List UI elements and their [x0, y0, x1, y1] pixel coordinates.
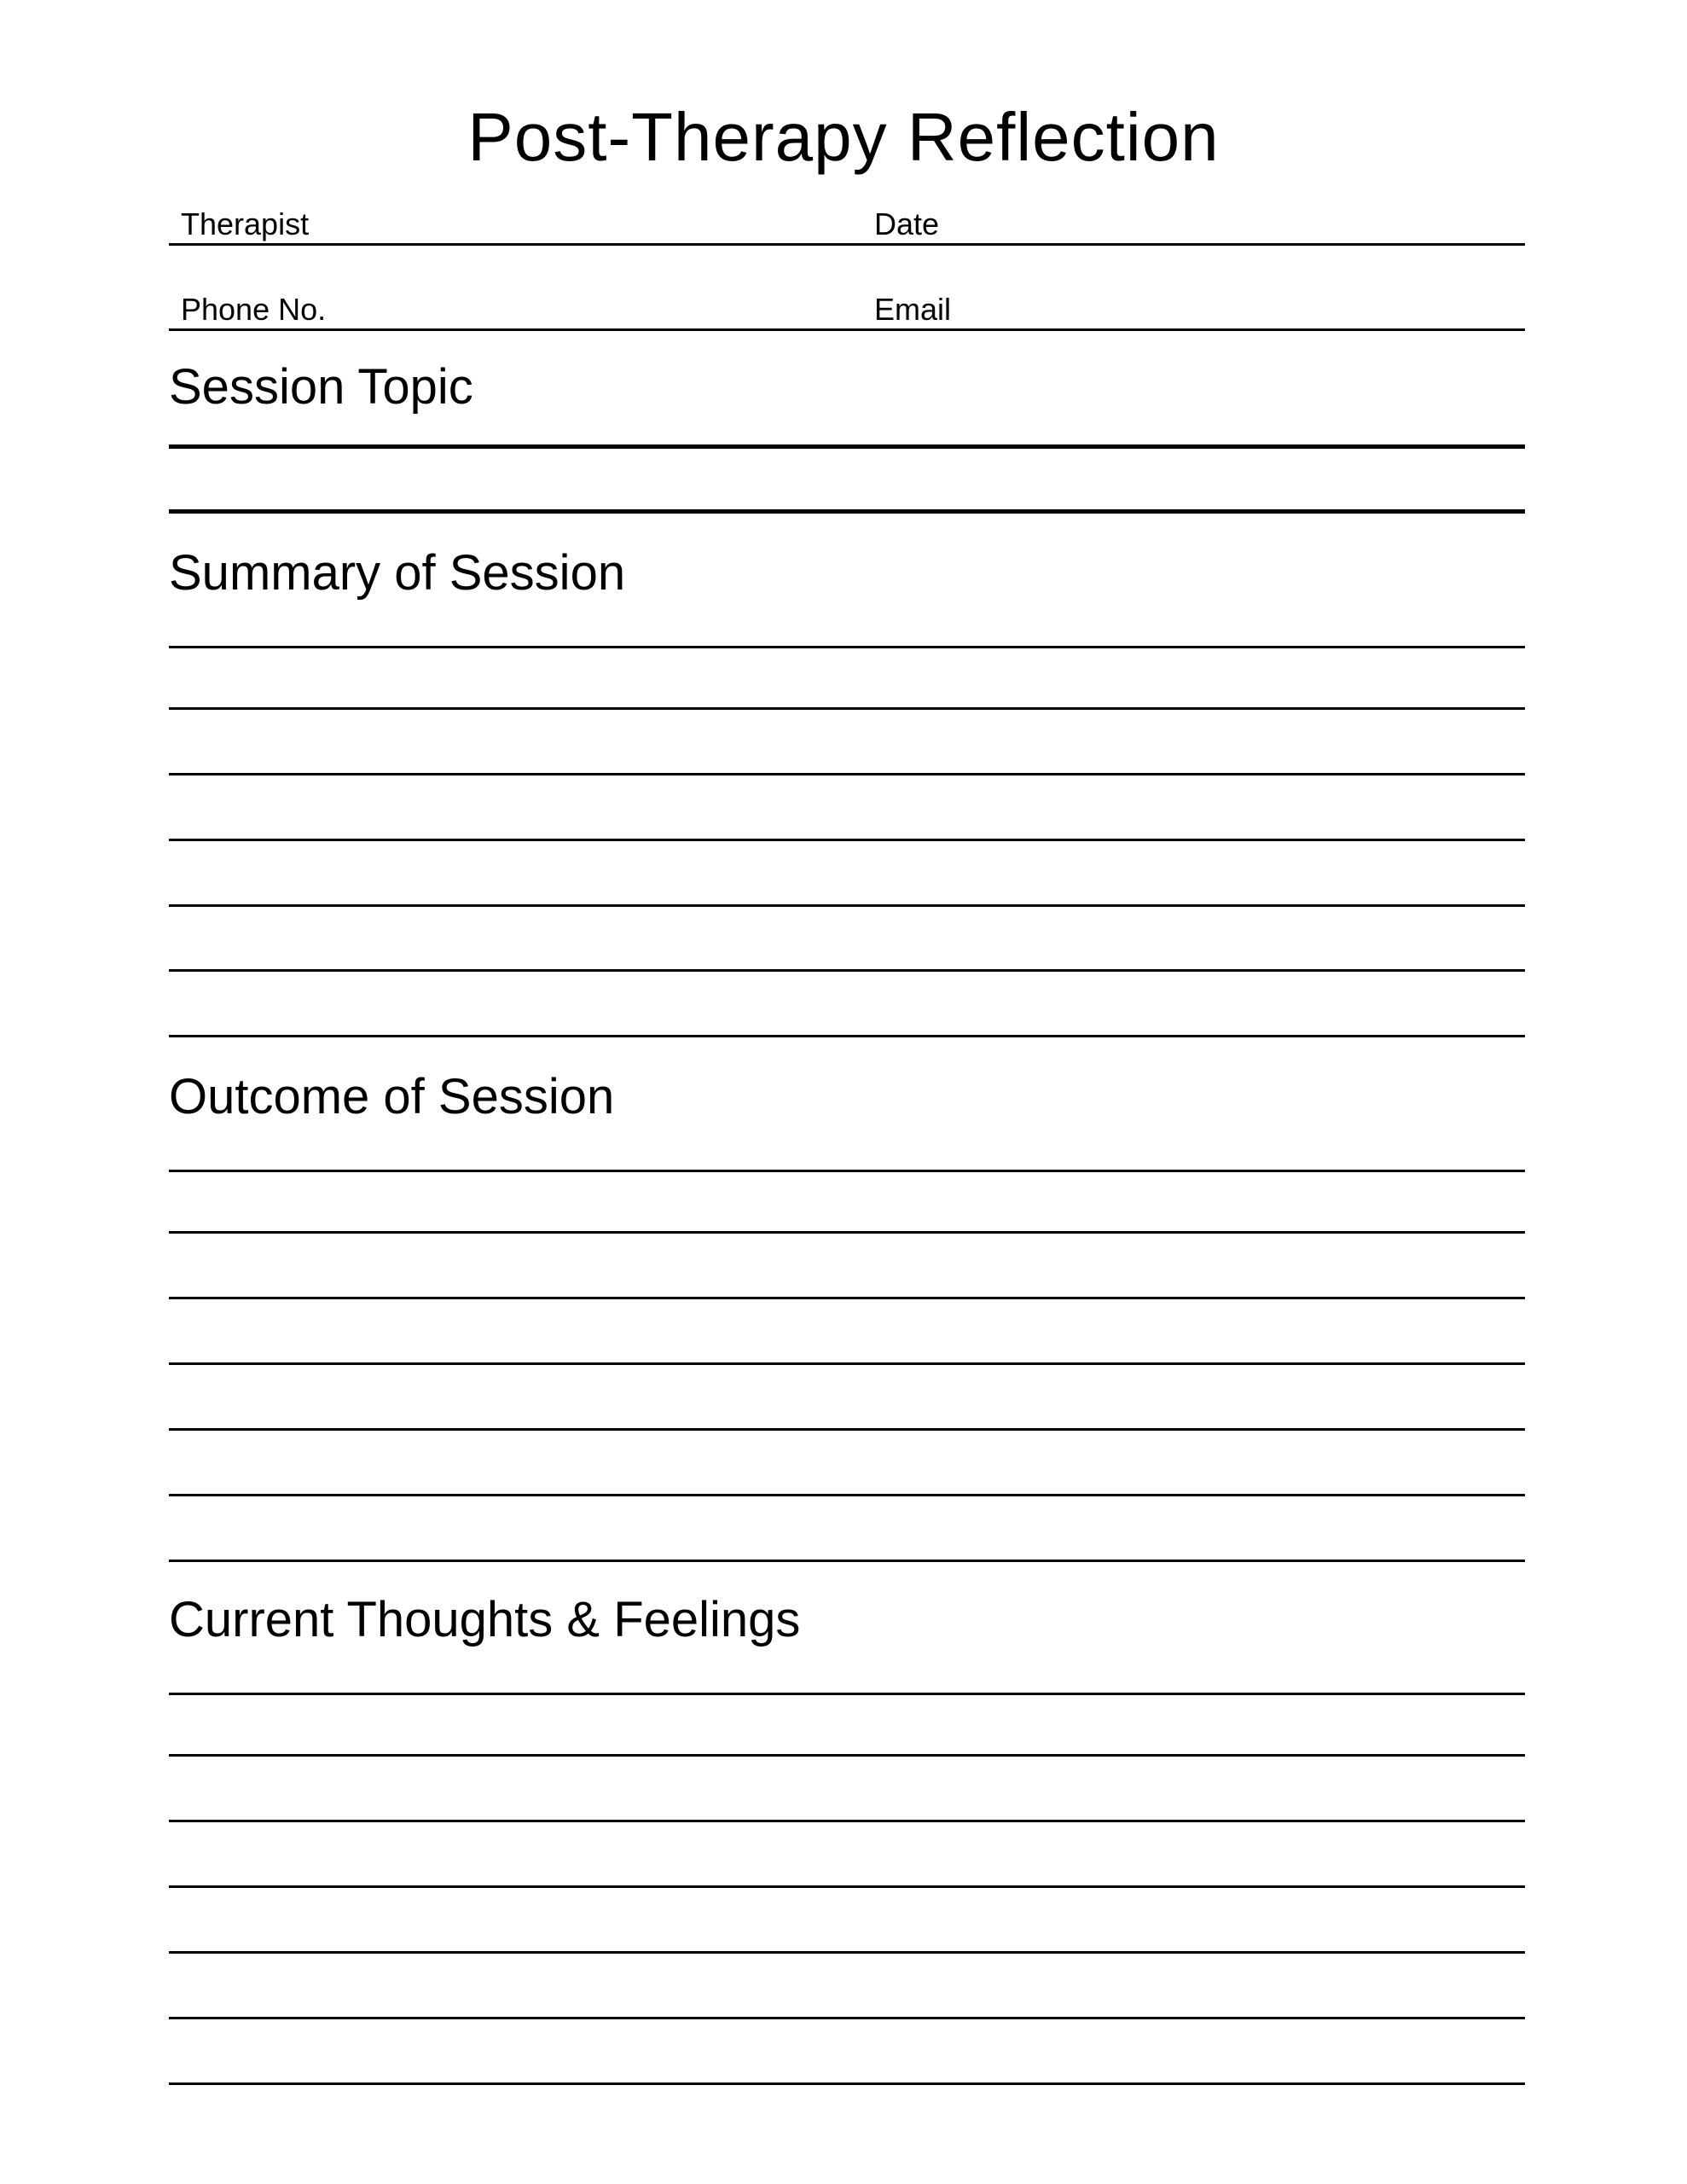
thoughts-writing-line[interactable] [169, 2017, 1525, 2019]
summary-writing-line[interactable] [169, 969, 1525, 972]
session-topic-line[interactable] [169, 509, 1525, 514]
thoughts-heading: Current Thoughts & Feelings [169, 1592, 801, 1647]
therapist-label: Therapist [181, 206, 310, 241]
outcome-writing-line[interactable] [169, 1231, 1525, 1234]
outcome-writing-line[interactable] [169, 1494, 1525, 1496]
outcome-writing-line[interactable] [169, 1297, 1525, 1299]
outcome-writing-line[interactable] [169, 1428, 1525, 1431]
summary-heading: Summary of Session [169, 545, 626, 601]
outcome-heading: Outcome of Session [169, 1069, 615, 1124]
thoughts-writing-line[interactable] [169, 1885, 1525, 1888]
summary-writing-line[interactable] [169, 839, 1525, 841]
page-title: Post-Therapy Reflection [467, 99, 1220, 175]
therapist-date-line[interactable] [169, 243, 1525, 246]
thoughts-writing-line[interactable] [169, 2082, 1525, 2085]
thoughts-writing-line[interactable] [169, 1820, 1525, 1822]
phone-label: Phone No. [181, 292, 327, 327]
summary-writing-line[interactable] [169, 904, 1525, 907]
session-topic-line[interactable] [169, 444, 1525, 449]
outcome-writing-line[interactable] [169, 1362, 1525, 1365]
phone-email-line[interactable] [169, 328, 1525, 331]
session-topic-heading: Session Topic [169, 359, 473, 415]
outcome-writing-line[interactable] [169, 1560, 1525, 1562]
thoughts-writing-line[interactable] [169, 1693, 1525, 1695]
email-label: Email [874, 292, 952, 327]
date-label: Date [874, 206, 940, 241]
summary-writing-line[interactable] [169, 1035, 1525, 1037]
summary-writing-line[interactable] [169, 773, 1525, 775]
summary-writing-line[interactable] [169, 646, 1525, 648]
summary-writing-line[interactable] [169, 707, 1525, 710]
thoughts-writing-line[interactable] [169, 1754, 1525, 1757]
thoughts-writing-line[interactable] [169, 1951, 1525, 1954]
outcome-writing-line[interactable] [169, 1170, 1525, 1172]
